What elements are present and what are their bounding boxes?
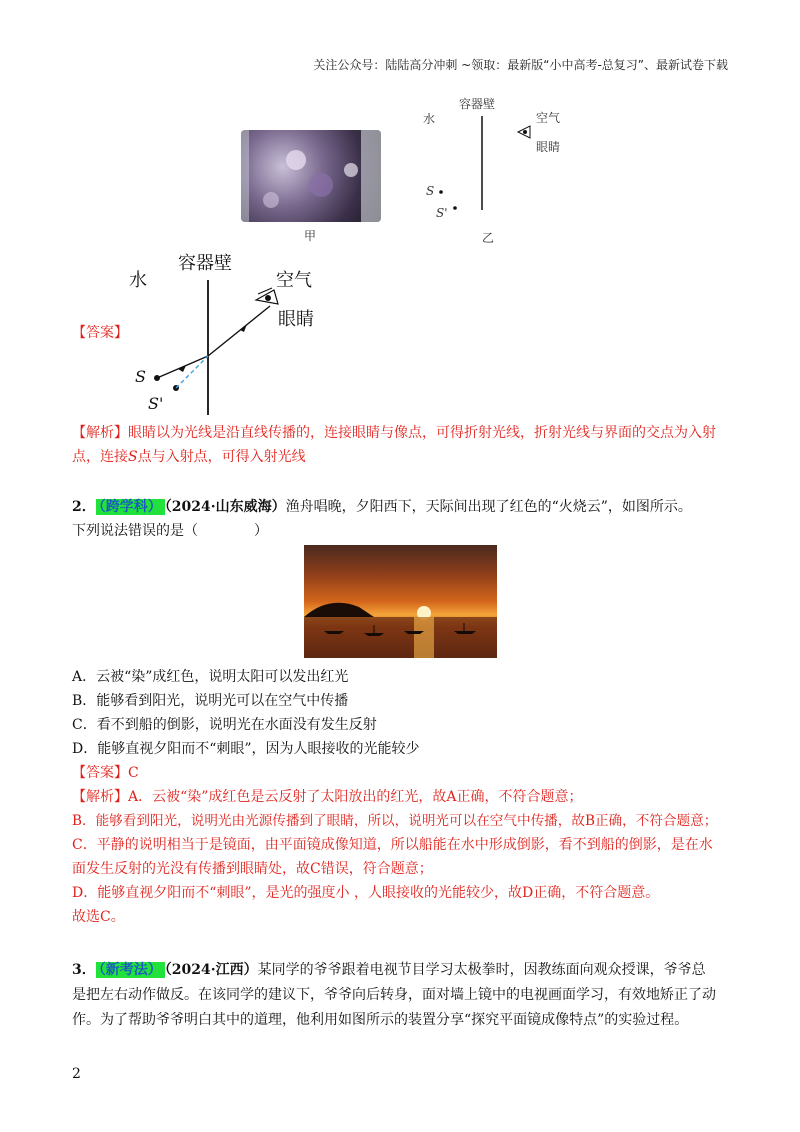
q2-analysis-line-4: 面发生反射的光没有传播到眼睛处，故C错误，符合题意； [72, 861, 433, 877]
page-number: 2 [72, 1066, 81, 1082]
virtual-ray [176, 356, 208, 388]
q3-stem-line-3: 作。为了帮助爷爷明白其中的道理，他利用如图所示的装置分享“探究平面镜成像特点”的实验过程。 [72, 1012, 689, 1028]
q2-stem-line-2: 下列说法错误的是（ ） [72, 523, 268, 539]
q3-stem-line-1: 3． （新考法） （2024·江西）某同学的爷爷跟着电视节目学习太极拳时，因教练面向观众授课，爷爷总 [72, 962, 706, 978]
q2-source: （2024·山东威海） [164, 499, 286, 515]
container-photo [241, 130, 381, 222]
q2-analysis-line-5: D．能够直视夕阳而不“刺眼”，是光的强度小 ，人眼接收的光能较少，故D正确，不符合题意。 [72, 885, 660, 901]
q1-diagram-s: S [135, 367, 146, 386]
q2-number: 2． [72, 499, 96, 515]
fig-small-wall: 容器壁 [459, 97, 496, 111]
q1-analysis-line-2: 点，连接S点与入射点，可得入射光线 [72, 449, 306, 465]
q3-stem-line-2: 是把左右动作做反。在该同学的建议下，爷爷向后转身，面对墙上镜中的电视画面学习，有效地矫正了动 [72, 987, 716, 1003]
q3-number: 3． [72, 962, 96, 978]
fig-small-diagram [420, 110, 570, 220]
q1-diagram-air: 空气 [276, 270, 312, 291]
incident-ray [157, 356, 208, 378]
q1-analysis-label: 【解析】 [72, 425, 128, 441]
q2-option-d: D．能够直视夕阳而不“刺眼”，因为人眼接收的光能较少 [72, 741, 420, 757]
q1-diagram-wall: 容器壁 [178, 253, 232, 274]
fig-small-air: 空气 [536, 111, 561, 125]
q1-answer-label: 【答案】 [72, 325, 128, 341]
sunset-photo [304, 545, 497, 658]
q2-analysis-label: 【解析】 [72, 789, 128, 805]
fig-small-s: S [426, 184, 435, 198]
fig-small-s-prime: S' [436, 206, 448, 220]
eye-icon [256, 288, 278, 304]
q1-diagram-eye: 眼睛 [278, 309, 314, 330]
q2-option-c: C．看不到船的倒影，说明光在水面没有发生反射 [72, 717, 377, 733]
q2-analysis-line-2: B．能够看到阳光，说明光由光源传播到了眼睛，所以，说明光可以在空气中传播，故B正确，不符合题意； [72, 813, 718, 829]
fig-small-water: 水 [423, 112, 436, 126]
fig-label-jia: 甲 [304, 229, 317, 243]
q2-answer [72, 761, 139, 785]
q3-source: （2024·江西） [164, 962, 258, 978]
q2-tag: （跨学科） [96, 499, 165, 515]
q2-option-a: A．云被“染”成红色，说明太阳可以发出红光 [72, 669, 349, 685]
q1-ray-diagram [140, 270, 300, 420]
fig-small-eye: 眼睛 [536, 140, 561, 154]
q2-answer-label: 【答案】 [72, 765, 128, 781]
q3-tag: （新考法） [96, 962, 165, 978]
refracted-ray [208, 306, 270, 356]
q2-answer-value: C [128, 765, 139, 781]
q2-stem-line-1: 2． （跨学科） （2024·山东威海）渔舟唱晚，夕阳西下，天际间出现了红色的“火烧云”，如图所示。 [72, 499, 692, 515]
q2-analysis-line-6: 故选C。 [72, 909, 125, 925]
q2-analysis-line-3: C．平静的说明相当于是镜面，由平面镜成像知道，所以船能在水中形成倒影，看不到船的倒影，是在水 [72, 837, 713, 853]
eye-icon [518, 126, 530, 138]
page-header: 关注公众号：陆陆高分冲刺 ~领取：最新版“小中高考-总复习”、最新试卷下载 [313, 58, 728, 72]
q2-option-b: B．能够看到阳光，说明光可以在空气中传播 [72, 693, 349, 709]
q2-analysis-line-1: 【解析】A．云被“染”成红色是云反射了太阳放出的红光，故A正确，不符合题意； [72, 789, 583, 805]
q1-analysis-line-1: 【解析】眼睛以为光线是沿直线传播的，连接眼睛与像点，可得折射光线，折射光线与界面的交点为入射 [72, 425, 716, 441]
fig-label-yi: 乙 [482, 231, 495, 245]
q1-diagram-s-prime: S' [148, 394, 164, 413]
q1-diagram-water: 水 [129, 270, 147, 291]
